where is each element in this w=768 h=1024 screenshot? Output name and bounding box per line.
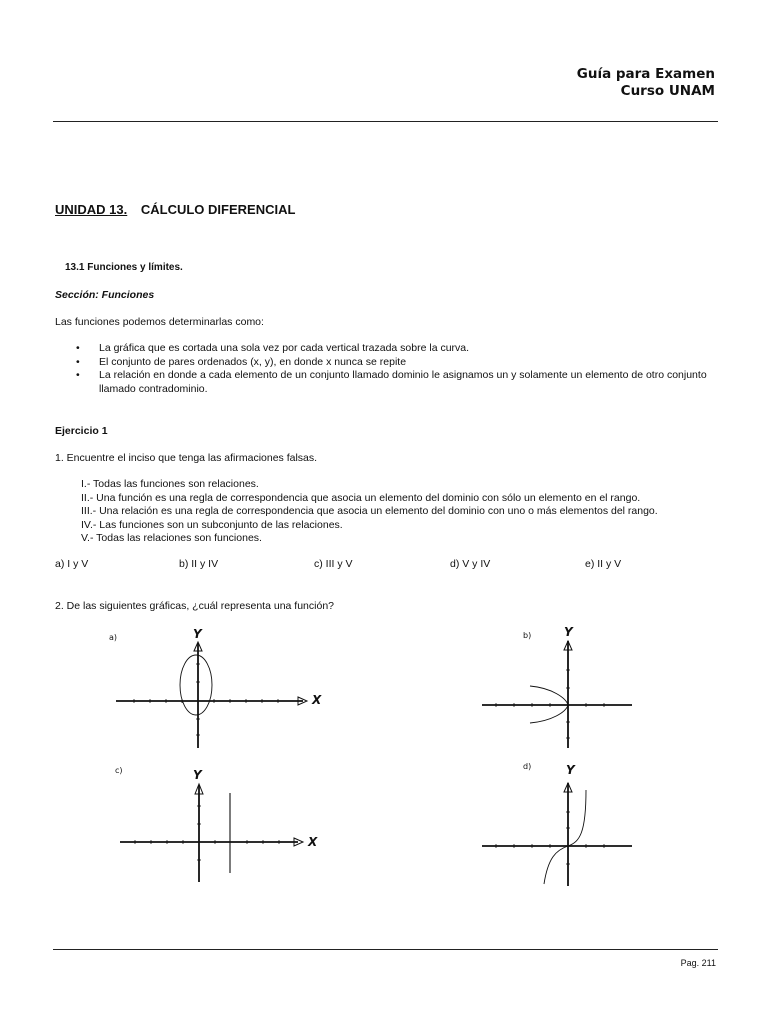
- question-1: 1. Encuentre el inciso que tenga las afirmaciones falsas.: [55, 452, 318, 464]
- list-item: • La gráfica que es cortada una sola vez por cada vertical trazada sobre la curva.: [76, 342, 470, 354]
- statement: IV.- Las funciones son un subconjunto de las relaciones.: [81, 518, 343, 531]
- question-2: 2. De las siguientes gráficas, ¿cuál representa una función?: [55, 600, 334, 612]
- graph-a-x-label: X: [312, 693, 322, 707]
- exercise-title: Ejercicio 1: [55, 425, 108, 437]
- graph-d: [482, 783, 632, 886]
- graph-d-label: d): [523, 762, 532, 771]
- option-d: d) V y IV: [450, 558, 491, 570]
- subsection-title: Sección: Funciones: [55, 289, 155, 301]
- option-c: c) III y V: [314, 558, 353, 570]
- option-e: e) II y V: [585, 558, 622, 570]
- graph-b: [482, 641, 632, 748]
- graph-b-y-label: Y: [564, 625, 573, 639]
- statement: V.- Todas las relaciones son funciones.: [81, 532, 262, 544]
- footer-divider: [53, 949, 718, 950]
- statement: III.- Una relación es una regla de correspondencia que asocia un elemento del dominio con uno o más elementos del rango.: [81, 505, 658, 517]
- option-b: b) II y IV: [179, 558, 219, 570]
- intro-text: Las funciones podemos determinarlas como:: [55, 316, 264, 328]
- statement: I.- Todas las funciones son relaciones.: [81, 478, 259, 490]
- graph-a-y-label: Y: [193, 627, 202, 641]
- list-item: • El conjunto de pares ordenados (x, y), en donde x nunca se repite: [76, 355, 407, 368]
- header-line-1: Guía para Examen: [576, 66, 715, 82]
- header-line-2: Curso UNAM: [620, 83, 715, 99]
- statement: II.- Una función es una regla de correspondencia que asocia un elemento del dominio con sólo un elemento en el rango.: [81, 491, 641, 504]
- graph-a-label: a): [109, 633, 118, 642]
- graph-c-x-label: X: [308, 835, 318, 849]
- graph-c-label: c): [115, 766, 123, 775]
- section-title: 13.1 Funciones y límites.: [65, 262, 183, 273]
- graph-c: [120, 784, 303, 882]
- page-number: Pag. 211: [680, 958, 716, 968]
- graph-b-label: b): [523, 631, 532, 640]
- unit-title: CÁLCULO DIFERENCIAL: [140, 202, 296, 217]
- unit-number: UNIDAD 13.: [55, 202, 128, 217]
- graph-d-y-label: Y: [566, 763, 575, 777]
- graph-a: [116, 642, 307, 748]
- graph-c-y-label: Y: [193, 768, 202, 782]
- list-item: • La relación en donde a cada elemento de un conjunto llamado dominio le asignamos un y solamente un elemento de otro conjunto llamado contradominio.: [76, 369, 707, 395]
- option-a: a) I y V: [55, 558, 89, 570]
